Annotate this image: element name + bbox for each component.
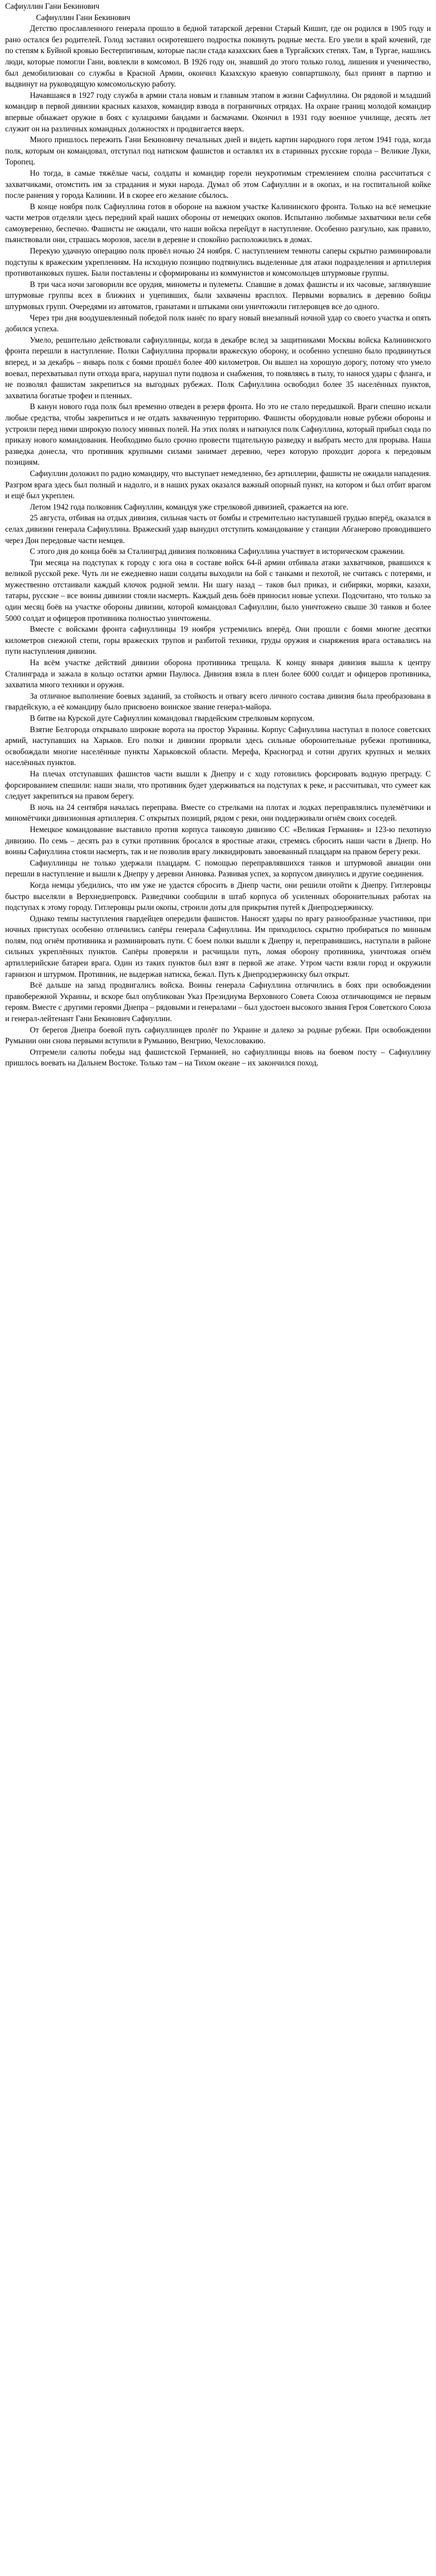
paragraph: С этого дня до конца боёв за Сталинград дивизия полковника Сафиуллина участвует в историческом сражении. — [30, 547, 405, 556]
paragraph: Сафиуллин доложил по радио командиру, что выступает немедленно, без артиллерии, фашисты не ожидали нападения. Разгром врага здесь был полный и надолго, и в наших руках оказался важный опорный пункт, на котором и был отбит врагом и ещё был укреплен. — [5, 469, 433, 501]
paragraph: Вместе с войсками фронта сафиуллинцы 19 ноября устремились вперёд. Они прошли с боями многие десятки километров снежной степи, горы вражеских трупов и разбитой техники, груды оружия и снаряжения врага оставались на пути наступления дивизии. — [5, 625, 433, 656]
paragraph: На плечах отступавших фашистов части вышли к Днепру и с ходу готовились форсировать водную преграду. С форсированием спешили: наши знали, что противник будет удерживаться на подступах к реке, и рассчитывал, что сумеет как следует закрепиться на правом берегу. — [5, 769, 433, 801]
paragraph: В канун нового года полк был временно отведен в резерв фронта. Но это не стало передышкой. Враги спешно искали любые средства, чтобы закрепиться и не отдать захваченную территорию. Фашисты оборудовали новые рубежи обороны и устроили перед ними широкую полосу минных полей. На этих полях и наткнулся полк Сафиуллина, который прибыл сюда по приказу нового командования. Необходимо было срочно провести тщательную разведку и выбрать место для прорыва. Наша разведка донесла, что противник крупными силами занимает деревню, через которую проходит дорога к передовым позициям. — [5, 402, 433, 467]
paragraph: На всём участке действий дивизии оборона противника трещала. К концу января дивизия вышла к центру Сталинграда и зажала в кольцо остатки армии Паулюса. Дивизия взяла в плен более 6000 солдат и офицеров противника, захватила много техники и оружия. — [5, 658, 433, 690]
paragraph: Сафиуллинцы не только удержали плацдарм. С помощью переправлявшихся танков и штурмовой авиации они перешли в наступление и вышли к Днепру у деревни Анновка. Развивая успех, за корпусом двинулись и другие соединения. — [5, 858, 433, 879]
paragraph: Три месяца на подступах к городу с юга она в составе войск 64-й армии отбивала атаки захватчиков, рвавшихся к великой русской реке. Чуть ли не ежедневно наши солдаты выходили на бой с танками и пехотой, не считаясь с потерями, и мужественно отстаивали каждый клочок родной земли. Ни шагу назад – таков был приказ, и сибиряки, моряки, казахи, татары, русские – все воины дивизии стояли насмерть. Каждый день боёв приносил новые успехи. Подсчитано, что только за один месяц боёв на участке обороны дивизии, которой командовал Сафиуллин, было уничтожено свыше 30 танков и более 5000 солдат и офицеров противника полностью уничтожены. — [5, 558, 433, 623]
paragraph: Детство прославленного генерала прошло в бедной татарской деревни Старый Кишит, где он родился в 1905 году и рано остался без родителей. Голод заставил осиротевшего подростка покинуть родные места. Его увели в край кочевий, где по степям к Буйной кровью Бестерпигиным, которые пасли стада казахских баев в Тургайских степях. Там, в Тургае, нашлись люди, которые помогли Гани, вовлекли в комсомол. В 1926 году он, знавший до этого только голод, лишения и ученичество, был демобилизован со службы в Красной Армии, окончил Казахскую краевую совпартшколу, был принят в партию и выдвинут на руководящую комсомольскую работу. — [5, 24, 433, 89]
paragraph: Через три дня воодушевленный победой полк нанёс по врагу новый внезапный ночной удар со своего участка и опять добился успеха. — [5, 313, 433, 334]
document — [0, 0, 436, 1069]
paragraph: Отгремели салюты победы над фашистской Германией, но сафиуллинцы вновь на боевом посту – Сафиуллину пришлось воевать на Дальнем Востоке. Только там – на Тихом океане – их закончился поход. — [5, 1047, 433, 1068]
document-body — [5, 23, 431, 1069]
paragraph: В битве на Курской дуге Сафиуллин командовал гвардейским стрелковым корпусом. — [30, 714, 315, 723]
paragraph: 25 августа, отбивая на отдых дивизия, сильная часть от бомбы и стремительно наступавшей грудью вперёд, оказался в селах дивизии генерала Сафиуллина. Вражеский удар вынудил отступить командование у станции Абганерово проводившего через Дон передовые части немцев. — [5, 514, 433, 545]
document-title: Сафиуллин Гани Бекинович — [5, 2, 100, 11]
paragraph: Когда немцы убедились, что им уже не удастся сбросить в Днепр части, они решили отойти к Днепру. Гитлеровцы быстро выселяли в Верхнеднепровск. Разведчики сообщили в штаб корпуса об усиленных оборонительных работах на подступах к этому городу. Гитлеровцы рыли окопы, строили доты для прикрытия путей к Днепродзержинску. — [5, 880, 433, 912]
paragraph: Взятие Белгорода открывало широкие ворота на простор Украины. Корпус Сафиуллина наступал в полосе советских армий, наступавших на Харьков. Его полки и дивизии прорвали здесь сильные оборонительные рубежи противника, освобождали многие населённые пункты Харьковской области. Мерефа, Красноград и сотни других крупных и мелких населённых пунктов. — [5, 725, 433, 768]
paragraph: Однако темпы наступления гвардейцев опередили фашистов. Наносят удары по врагу разнообразные участники, при ночных приступах особенно отличились сапёры генерала Сафиуллина. Им приходилось скрытно пробираться по минным полям, под огнём противника и разминировать пути. С боем полки вышли к Днепру и, переправившись, наступали в районе сильных укреплённых пунктов. Сапёры проверяли и расчищали путь, ломая оборону противника, уничтожая огнём артиллерийские батареи врага. Один из таких пунктов был взят в первой же атаке. Утром части взяли город и окружили гарнизон и штурмом. Противник, не выдержав натиска, бежал. Путь к Днепродзержинску был открыт. — [5, 914, 433, 979]
paragraph: В конце ноября полк Сафиуллина готов в обороне на важном участке Калининского фронта. Только на всё немецкие части метров отделяли здесь передний край наших обороны от немецких окопов. Испытанно любимые захватчики вели себя самоуверенно, беспечно. Фашисты не ожидали, что наши войска перейдут в наступление. Особенно разгульно, как правило, пьянствовали они, страшась морозов, засели в деревне и спокойно расположились в домах. — [5, 202, 433, 245]
paragraph: За отличное выполнение боевых заданий, за стойкость и отвагу всего личного состава дивизия была преобразована в гвардейскую, а её командиру было присвоено воинское звание генерал-майора. — [5, 691, 433, 712]
paragraph: От берегов Днепра боевой путь сафиуллинцев пролёг по Украине и далеко за родные рубежи. При освобождении Румынии они снова первыми вступили в Румынию, Венгрию, Чехословакию. — [5, 1025, 433, 1046]
paragraph: В три часа ночи заговорили все орудия, минометы и пулеметы. Спавшие в домах фашисты и их часовые, заглянувшие штурмовые группы всех в ближних и уцепивших, были захвачены врасплох. Первыми ворвались в деревню бойцы штурмовых групп. Очередями из автоматов, гранатами и штыками они уничтожили гитлеровцев все до одного. — [5, 280, 433, 312]
paragraph: Перекую удачную операцию полк провёл ночью 24 ноября. С наступлением темноты саперы скрытно разминировали подступы к вражеским укреплениям. На исходную позицию подтянулись выделенные для атаки подразделения и артиллерия противотанковых пушек. Были поставлены и сформированы из коммунистов и комсомольцев штурмовые группы. — [5, 247, 433, 278]
paragraph: Немецкое командование выставило против корпуса танковую дивизию СС «Великая Германия» и 123-ю пехотную дивизию. По семь – десять раз в сутки противник бросался в яростные атаки, стремясь сбросить наши части в Днепр. Но воины Сафиуллина стояли насмерть, так и не позволив врагу ликвидировать завоеванный плацдарм на правом берегу реки. — [5, 825, 433, 857]
paragraph: Но тогда, в самые тяжёлые часы, солдаты и командир горели неукротимым стремлением сполна рассчитаться с захватчиками, отомстить им за страдания и муки народа. Думал об этом Сафиуллин и в окопах, и на госпитальной койке после ранения у города Калинин. И в скорее его желание сбылось. — [5, 168, 433, 200]
paragraph: Летом 1942 года полковник Сафиуллин, командуя уже стрелковой дивизией, сражается на юге. — [30, 502, 348, 512]
paragraph: В ночь на 24 сентября началась переправа. Вместе со стрелками на плотах и лодках переправлялись пулемётчики и миномётчики дивизионная артиллерия. С открытых позиций, рядом с реки, они поддерживали огнём своих соседей. — [5, 803, 433, 823]
document-subtitle: Сафиуллин Гани Бекинович — [36, 13, 131, 22]
paragraph: Много пришлось пережить Гани Бекиновичу печальных дней и видеть картин народного горя летом 1941 года, когда полк, которым он командовал, отступал под натиском фашистов и оставлял их в старинных русские города – Великие Луки, Торопец. — [5, 135, 433, 167]
paragraph: Начавшаяся в 1927 году служба в армии стала новым и главным этапом в жизни Сафиуллина. Он рядовой и младший командир в первой дивизии красных казахов, командир взвода в пограничных отрядах. На охране границ молодой командир впервые обнажает оружие в боях с кулацкими бандами и басмачами. Окончил в 1931 году военное училище, десять лет служит он на различных командных должностях и продвигается вверх. — [5, 91, 433, 133]
paragraph: Умело, решительно действовали сафиуллинцы, когда в декабре вслед за защитниками Москвы войска Калининского фронта перешли в наступление. Полки Сафиуллина прорвали вражескую оборону, и особенно успешно было продвинуться вперед, и за декабрь – январь полк с боями прошёл более 400 километров. Он вышел на хорошую дорогу, потому что умело воевал, перехватывал пути отхода врага, нарушал пути подвоза и снабжения, то появляясь в тылу, то нанося удары с фланга, и не позволял фашистам закрепиться на выгодных рубежах. Полк Сафиуллина освободил более 35 населённых пунктов, захватила богатые трофеи и пленных. — [5, 335, 433, 400]
paragraph: Всё дальше на запад продвигались войска. Воины генерала Сафиуллина отличились в боях при освобождении правобережной Украины, и вскоре был опубликован Указ Президиума Верховного Совета Союза отличающимся не первым героям. Вместе с другими героями Днепра – рядовыми и генералами – был удостоен высокого звания Героя Советского Союза и генерал-лейтенант Гани Бекинович Сафиуллин. — [5, 981, 433, 1024]
